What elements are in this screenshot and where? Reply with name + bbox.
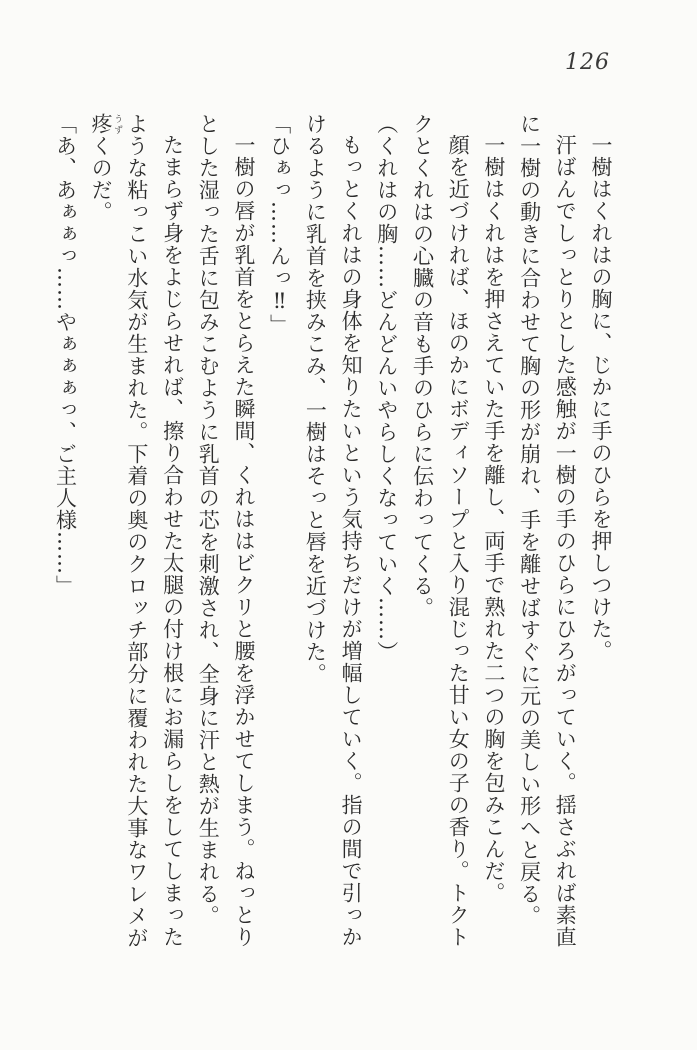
paragraph-4: [404, 113, 475, 959]
paragraph-2: [511, 113, 582, 959]
paragraph-text: もっとくれはの身体を知りたいという気持ちだけが増幅していく。指の間で引っかけるように乳首を挟みこみ、一樹はそっと唇を近づけた。: [303, 113, 364, 948]
paragraph-text: 「あ、あぁぁっ……やぁぁぁっ、ご主人様……」: [53, 113, 78, 597]
ruby-base-kanji: 疼: [89, 113, 114, 135]
paragraph-text: 顔を近づければ、ほのかにボディソープと入り混じった甘い女の子の香り。トクトクとくれはの心臓の音も手のひらに伝わってくる。: [410, 113, 471, 948]
paragraph-8: [190, 113, 261, 959]
ruby-annotated-word: [89, 113, 123, 135]
paragraph-3: [475, 113, 511, 959]
paragraph-text: 汗ばんでしっとりとした感触が一樹の手のひらにひろがっていく。揺さぶれば素直に一樹の動きに合わせて胸の形が崩れ、手を離せばすぐに元の美しい形へと戻る。: [517, 113, 578, 948]
paragraph-text: 「ひぁっ……んっ‼」: [267, 113, 292, 336]
ruby-furigana: うず: [112, 113, 123, 135]
novel-text-block: [47, 113, 618, 959]
paragraph-text: 一樹はくれはを押さえていた手を離し、両手で熟れた二つの胸を包みこんだ。: [481, 134, 506, 904]
paragraph-text: 一樹はくれはの胸に、じかに手のひらを押しつけた。: [589, 134, 613, 662]
paragraph-7-dialogue: [261, 113, 297, 959]
paragraph-text: くのだ。: [89, 135, 114, 223]
paragraph-text: 一樹の唇が乳首をとらえた瞬間、くれははビクリと腰を浮かせてしまう。ねっとりとした湿った舌に包みこむように乳首の芯を刺激され、全身に汗と熱が生まれる。: [196, 113, 256, 948]
paragraph-9: [82, 113, 189, 959]
page-number: 126: [565, 50, 610, 75]
paragraph-10-dialogue: [47, 113, 83, 959]
paragraph-1: [582, 113, 618, 959]
paragraph-text: （くれはの胸……どんどんいやらしくなっていく……）: [374, 113, 399, 663]
paragraph-6: [297, 113, 368, 959]
paragraph-5-inner-monologue: [368, 113, 404, 959]
paragraph-text: たまらず身をよじらせれば、擦り合わせた太腿の付け根にお漏らしをしてしまったような粘っこい水気が生まれた。下着の奥のクロッチ部分に覆われた大事なワレメが: [124, 113, 185, 949]
